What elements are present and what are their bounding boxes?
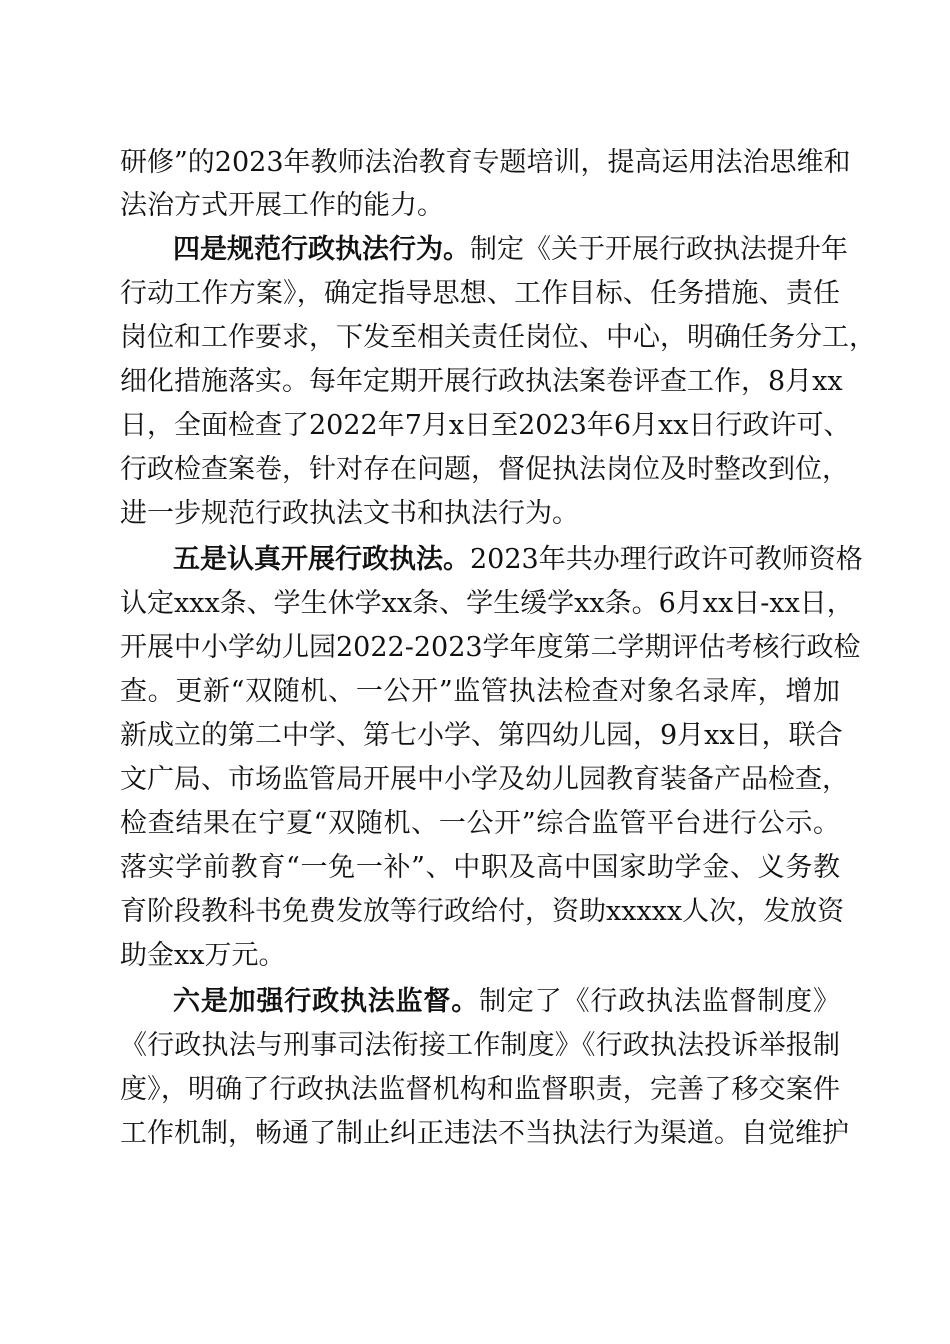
text-line: [120, 936, 840, 976]
text-line: [120, 1026, 840, 1066]
line-text: 检查结果在宁夏“双随机、一公开”综合监管平台进行公示。: [120, 808, 840, 839]
text-line: [120, 716, 843, 756]
text-line: [120, 186, 840, 226]
line-text: 行政检查案卷，针对存在问题，督促执法岗位及时整改到位，: [120, 454, 849, 485]
text-line: [120, 848, 840, 888]
line-text: 认定xxx条、学生休学xx条、学生缓学xx条。6月xx日-xx日，: [120, 588, 854, 619]
paragraph-first-line: [173, 230, 848, 270]
line-text: 文广局、市场监管局开展中小学及幼儿园教育装备产品检查，: [120, 764, 849, 795]
paragraph-lead: 五是认真开展行政执法。: [173, 544, 470, 575]
text-line: [120, 406, 851, 446]
text-line: [120, 628, 861, 668]
line-text: 细化措施落实。每年定期开展行政执法案卷评查工作，8月xx: [120, 366, 843, 397]
text-line: [120, 1114, 849, 1154]
paragraph-lead: 六是加强行政执法监督。: [173, 986, 480, 1017]
line-text: 度》，明确了行政执法监督机构和监督职责，完善了移交案件: [120, 1074, 840, 1105]
line-text: 育阶段教科书免费发放等行政给付，资助xxxxx人次，发放资: [120, 896, 845, 927]
paragraph-lead: 四是规范行政执法行为。: [173, 234, 470, 265]
line-text: 落实学前教育“一免一补”、中职及高中国家助学金、义务教: [120, 852, 840, 883]
text-line: [120, 450, 849, 490]
line-text: 制定了《行政执法监督制度》: [479, 986, 841, 1017]
line-text: 助金xx万元。: [120, 940, 286, 971]
paragraph-first-line: [173, 540, 863, 580]
text-line: [120, 274, 840, 314]
text-line: [120, 143, 851, 183]
text-line: [120, 760, 849, 800]
line-text: 岗位和工作要求，下发至相关责任岗位、中心，明确任务分工，: [120, 322, 876, 353]
line-text: 行动工作方案》，确定指导思想、工作目标、任务措施、责任: [120, 278, 840, 309]
text-line: [120, 584, 854, 624]
line-text: 新成立的第二中学、第七小学、第四幼儿园，9月xx日，联合: [120, 720, 843, 751]
text-line: [120, 362, 843, 402]
paragraph-first-line: [173, 982, 840, 1022]
line-text: 查。更新“双随机、一公开”监管执法检查对象名录库，增加: [120, 676, 840, 707]
line-text: 制定《关于开展行政执法提升年: [470, 234, 848, 265]
line-text: 法治方式开展工作的能力。: [120, 190, 444, 221]
line-text: 开展中小学幼儿园2022-2023学年度第二学期评估考核行政检: [120, 632, 861, 663]
text-line: [120, 672, 840, 712]
line-text: 日，全面检查了2022年7月x日至2023年6月xx日行政许可、: [120, 410, 851, 441]
text-line: [120, 892, 845, 932]
text-line: [120, 1070, 840, 1110]
text-line: [120, 804, 840, 844]
text-line: [120, 494, 840, 534]
line-text: 进一步规范行政执法文书和执法行为。: [120, 498, 579, 529]
line-text: 工作机制，畅通了制止纠正违法不当执法行为渠道。自觉维护: [120, 1118, 849, 1149]
text-line: [120, 318, 876, 358]
line-text: 2023年共办理行政许可教师资格: [470, 544, 863, 575]
line-text: 研修”的2023年教师法治教育专题培训，提高运用法治思维和: [120, 147, 851, 178]
line-text: 《行政执法与刑事司法衔接工作制度》《行政执法投诉举报制: [120, 1030, 840, 1061]
